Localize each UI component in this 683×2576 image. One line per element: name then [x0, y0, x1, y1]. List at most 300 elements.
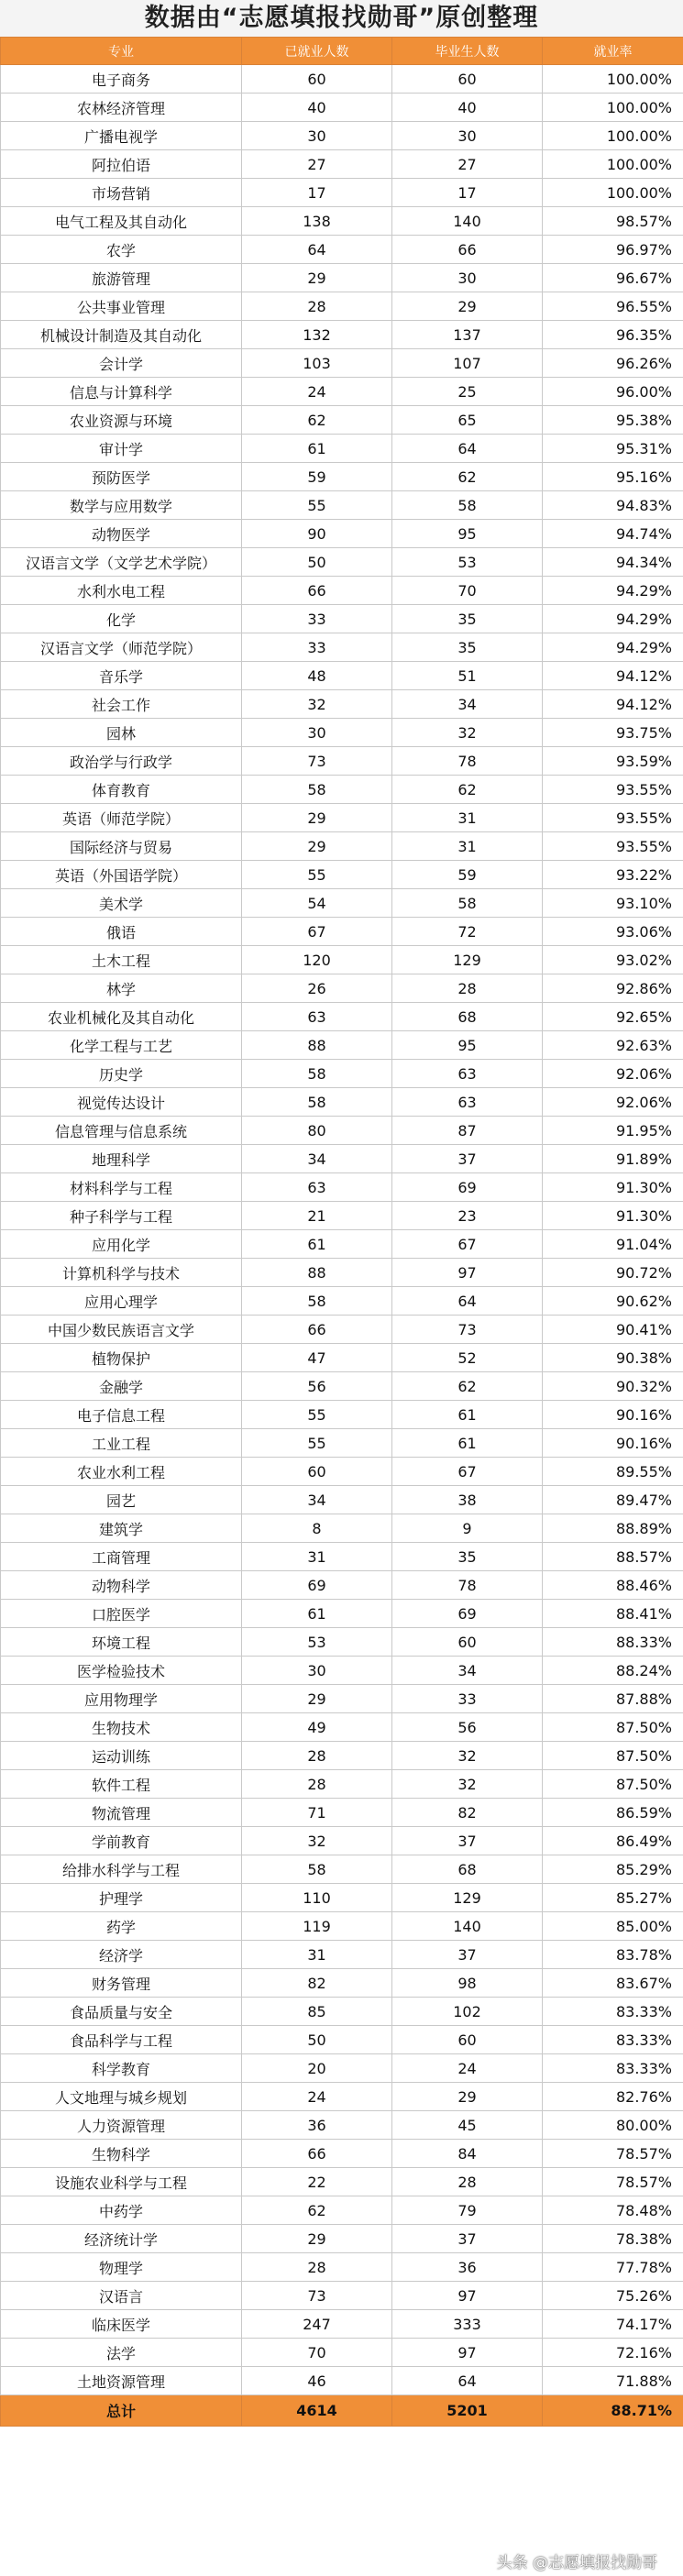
- cell-employed: 80: [242, 1117, 392, 1145]
- cell-rate: 88.33%: [543, 1628, 683, 1657]
- cell-employed: 33: [242, 605, 392, 633]
- cell-major: 应用物理学: [1, 1685, 242, 1713]
- cell-employed: 26: [242, 974, 392, 1003]
- cell-graduates: 58: [392, 889, 543, 918]
- table-row: [1, 1060, 683, 1088]
- cell-major: 美术学: [1, 889, 242, 918]
- cell-graduates: 64: [392, 1287, 543, 1316]
- cell-graduates: 66: [392, 236, 543, 264]
- table-row: [1, 1969, 683, 1998]
- cell-employed: 47: [242, 1344, 392, 1372]
- cell-employed: 62: [242, 2196, 392, 2225]
- table-row: [1, 2140, 683, 2168]
- cell-employed: 61: [242, 435, 392, 463]
- cell-major: 经济统计学: [1, 2225, 242, 2253]
- total-employed: 4614: [242, 2395, 392, 2427]
- cell-rate: 90.38%: [543, 1344, 683, 1372]
- cell-rate: 89.55%: [543, 1458, 683, 1486]
- cell-employed: 66: [242, 2140, 392, 2168]
- cell-major: 英语（师范学院）: [1, 804, 242, 832]
- cell-employed: 119: [242, 1912, 392, 1941]
- cell-major: 临床医学: [1, 2310, 242, 2339]
- cell-major: 医学检验技术: [1, 1657, 242, 1685]
- cell-graduates: 97: [392, 2282, 543, 2310]
- cell-graduates: 72: [392, 918, 543, 946]
- table-row: [1, 946, 683, 974]
- cell-graduates: 25: [392, 378, 543, 406]
- watermark: 头条 @志愿填报找勋哥: [496, 2554, 657, 2572]
- cell-rate: 88.57%: [543, 1543, 683, 1571]
- table-row: [1, 1259, 683, 1287]
- cell-rate: 93.55%: [543, 832, 683, 861]
- cell-major: 园艺: [1, 1486, 242, 1514]
- cell-graduates: 62: [392, 776, 543, 804]
- cell-graduates: 37: [392, 2225, 543, 2253]
- cell-graduates: 34: [392, 1657, 543, 1685]
- cell-employed: 48: [242, 662, 392, 690]
- cell-employed: 67: [242, 918, 392, 946]
- cell-employed: 55: [242, 861, 392, 889]
- cell-rate: 94.29%: [543, 577, 683, 605]
- table-row: [1, 491, 683, 520]
- table-row: [1, 747, 683, 776]
- cell-major: 软件工程: [1, 1770, 242, 1799]
- cell-major: 生物科学: [1, 2140, 242, 2168]
- table-row: [1, 292, 683, 321]
- cell-rate: 83.33%: [543, 2026, 683, 2054]
- table-row: [1, 1145, 683, 1173]
- cell-major: 汉语言文学（师范学院）: [1, 633, 242, 662]
- table-row: [1, 65, 683, 94]
- table-row: [1, 1088, 683, 1117]
- cell-major: 建筑学: [1, 1514, 242, 1543]
- cell-major: 经济学: [1, 1941, 242, 1969]
- cell-rate: 93.02%: [543, 946, 683, 974]
- cell-rate: 94.74%: [543, 520, 683, 548]
- cell-major: 农业机械化及其自动化: [1, 1003, 242, 1031]
- cell-graduates: 69: [392, 1173, 543, 1202]
- cell-major: 音乐学: [1, 662, 242, 690]
- cell-rate: 100.00%: [543, 122, 683, 150]
- cell-employed: 55: [242, 491, 392, 520]
- cell-employed: 29: [242, 264, 392, 292]
- cell-major: 英语（外国语学院）: [1, 861, 242, 889]
- cell-employed: 132: [242, 321, 392, 349]
- table-row: [1, 1628, 683, 1657]
- table-row: [1, 776, 683, 804]
- cell-employed: 71: [242, 1799, 392, 1827]
- cell-graduates: 45: [392, 2111, 543, 2140]
- cell-major: 动物医学: [1, 520, 242, 548]
- cell-major: 农林经济管理: [1, 94, 242, 122]
- cell-employed: 46: [242, 2367, 392, 2395]
- cell-rate: 95.31%: [543, 435, 683, 463]
- cell-major: 人力资源管理: [1, 2111, 242, 2140]
- table-row: [1, 435, 683, 463]
- cell-rate: 90.16%: [543, 1401, 683, 1429]
- cell-major: 俄语: [1, 918, 242, 946]
- cell-rate: 95.38%: [543, 406, 683, 435]
- cell-graduates: 97: [392, 1259, 543, 1287]
- cell-rate: 88.46%: [543, 1571, 683, 1600]
- cell-major: 食品质量与安全: [1, 1998, 242, 2026]
- cell-major: 林学: [1, 974, 242, 1003]
- cell-employed: 58: [242, 1088, 392, 1117]
- cell-graduates: 87: [392, 1117, 543, 1145]
- table-footer: [1, 2395, 683, 2427]
- cell-employed: 60: [242, 65, 392, 94]
- cell-rate: 85.29%: [543, 1855, 683, 1884]
- cell-graduates: 17: [392, 179, 543, 207]
- cell-employed: 59: [242, 463, 392, 491]
- cell-graduates: 68: [392, 1003, 543, 1031]
- cell-graduates: 34: [392, 690, 543, 719]
- cell-employed: 66: [242, 1316, 392, 1344]
- cell-graduates: 31: [392, 804, 543, 832]
- cell-major: 审计学: [1, 435, 242, 463]
- cell-employed: 120: [242, 946, 392, 974]
- cell-employed: 82: [242, 1969, 392, 1998]
- cell-employed: 31: [242, 1941, 392, 1969]
- cell-graduates: 9: [392, 1514, 543, 1543]
- cell-employed: 8: [242, 1514, 392, 1543]
- cell-major: 视觉传达设计: [1, 1088, 242, 1117]
- table-row: [1, 2168, 683, 2196]
- cell-employed: 138: [242, 207, 392, 236]
- total-rate: 88.71%: [543, 2395, 683, 2427]
- table-row: [1, 1912, 683, 1941]
- cell-rate: 93.06%: [543, 918, 683, 946]
- cell-major: 电子商务: [1, 65, 242, 94]
- cell-rate: 93.55%: [543, 776, 683, 804]
- cell-rate: 100.00%: [543, 150, 683, 179]
- cell-rate: 86.49%: [543, 1827, 683, 1855]
- cell-employed: 29: [242, 2225, 392, 2253]
- cell-rate: 96.55%: [543, 292, 683, 321]
- employment-table: [0, 37, 683, 2427]
- cell-graduates: 31: [392, 832, 543, 861]
- cell-graduates: 60: [392, 1628, 543, 1657]
- cell-rate: 78.57%: [543, 2168, 683, 2196]
- cell-employed: 90: [242, 520, 392, 548]
- cell-employed: 40: [242, 94, 392, 122]
- cell-employed: 30: [242, 1657, 392, 1685]
- cell-employed: 64: [242, 236, 392, 264]
- cell-rate: 90.62%: [543, 1287, 683, 1316]
- table-row: [1, 2310, 683, 2339]
- cell-rate: 90.32%: [543, 1372, 683, 1401]
- cell-rate: 93.59%: [543, 747, 683, 776]
- cell-major: 农学: [1, 236, 242, 264]
- cell-employed: 69: [242, 1571, 392, 1600]
- cell-rate: 96.67%: [543, 264, 683, 292]
- cell-employed: 29: [242, 1685, 392, 1713]
- cell-rate: 94.12%: [543, 662, 683, 690]
- cell-employed: 50: [242, 548, 392, 577]
- cell-employed: 73: [242, 2282, 392, 2310]
- cell-graduates: 95: [392, 520, 543, 548]
- cell-graduates: 37: [392, 1941, 543, 1969]
- cell-graduates: 70: [392, 577, 543, 605]
- cell-graduates: 40: [392, 94, 543, 122]
- table-row: [1, 1031, 683, 1060]
- cell-graduates: 102: [392, 1998, 543, 2026]
- total-row: [1, 2395, 683, 2427]
- header-rate: 就业率: [543, 38, 683, 65]
- table-row: [1, 690, 683, 719]
- cell-graduates: 333: [392, 2310, 543, 2339]
- cell-graduates: 24: [392, 2054, 543, 2083]
- cell-graduates: 97: [392, 2339, 543, 2367]
- cell-major: 环境工程: [1, 1628, 242, 1657]
- cell-graduates: 30: [392, 122, 543, 150]
- cell-graduates: 60: [392, 2026, 543, 2054]
- cell-employed: 34: [242, 1145, 392, 1173]
- cell-graduates: 78: [392, 1571, 543, 1600]
- cell-graduates: 82: [392, 1799, 543, 1827]
- cell-graduates: 98: [392, 1969, 543, 1998]
- cell-graduates: 129: [392, 946, 543, 974]
- table-row: [1, 1486, 683, 1514]
- cell-graduates: 37: [392, 1145, 543, 1173]
- table-row: [1, 804, 683, 832]
- table-row: [1, 861, 683, 889]
- table-row: [1, 2026, 683, 2054]
- table-row: [1, 150, 683, 179]
- header-row: [1, 38, 683, 65]
- cell-rate: 72.16%: [543, 2339, 683, 2367]
- cell-major: 汉语言: [1, 2282, 242, 2310]
- cell-major: 社会工作: [1, 690, 242, 719]
- cell-rate: 85.00%: [543, 1912, 683, 1941]
- cell-graduates: 51: [392, 662, 543, 690]
- table-row: [1, 406, 683, 435]
- cell-rate: 96.00%: [543, 378, 683, 406]
- cell-employed: 61: [242, 1230, 392, 1259]
- cell-graduates: 23: [392, 1202, 543, 1230]
- table-row: [1, 321, 683, 349]
- cell-employed: 55: [242, 1401, 392, 1429]
- table-row: [1, 1742, 683, 1770]
- cell-graduates: 137: [392, 321, 543, 349]
- cell-rate: 87.50%: [543, 1713, 683, 1742]
- cell-rate: 93.10%: [543, 889, 683, 918]
- cell-employed: 66: [242, 577, 392, 605]
- cell-major: 药学: [1, 1912, 242, 1941]
- total-label: 总计: [1, 2395, 242, 2427]
- cell-employed: 50: [242, 2026, 392, 2054]
- cell-graduates: 35: [392, 1543, 543, 1571]
- cell-major: 广播电视学: [1, 122, 242, 150]
- cell-major: 会计学: [1, 349, 242, 378]
- cell-graduates: 32: [392, 719, 543, 747]
- total-graduates: 5201: [392, 2395, 543, 2427]
- cell-major: 预防医学: [1, 463, 242, 491]
- table-row: [1, 1344, 683, 1372]
- cell-rate: 71.88%: [543, 2367, 683, 2395]
- cell-major: 化学: [1, 605, 242, 633]
- cell-graduates: 68: [392, 1855, 543, 1884]
- cell-graduates: 129: [392, 1884, 543, 1912]
- cell-rate: 77.78%: [543, 2253, 683, 2282]
- cell-employed: 247: [242, 2310, 392, 2339]
- cell-major: 机械设计制造及其自动化: [1, 321, 242, 349]
- cell-rate: 83.33%: [543, 1998, 683, 2026]
- cell-graduates: 140: [392, 207, 543, 236]
- table-row: [1, 2083, 683, 2111]
- table-row: [1, 719, 683, 747]
- cell-employed: 56: [242, 1372, 392, 1401]
- cell-employed: 21: [242, 1202, 392, 1230]
- cell-graduates: 64: [392, 2367, 543, 2395]
- cell-major: 人文地理与城乡规划: [1, 2083, 242, 2111]
- table-row: [1, 974, 683, 1003]
- cell-graduates: 79: [392, 2196, 543, 2225]
- cell-graduates: 65: [392, 406, 543, 435]
- cell-employed: 29: [242, 832, 392, 861]
- cell-rate: 96.97%: [543, 236, 683, 264]
- cell-rate: 91.30%: [543, 1173, 683, 1202]
- cell-rate: 92.65%: [543, 1003, 683, 1031]
- cell-rate: 87.88%: [543, 1685, 683, 1713]
- cell-graduates: 28: [392, 2168, 543, 2196]
- cell-major: 地理科学: [1, 1145, 242, 1173]
- cell-major: 工业工程: [1, 1429, 242, 1458]
- cell-major: 动物科学: [1, 1571, 242, 1600]
- table-row: [1, 1173, 683, 1202]
- cell-employed: 36: [242, 2111, 392, 2140]
- table-row: [1, 2282, 683, 2310]
- cell-employed: 62: [242, 406, 392, 435]
- cell-major: 计算机科学与技术: [1, 1259, 242, 1287]
- cell-rate: 100.00%: [543, 65, 683, 94]
- cell-major: 土木工程: [1, 946, 242, 974]
- table-row: [1, 349, 683, 378]
- cell-graduates: 63: [392, 1060, 543, 1088]
- cell-major: 中国少数民族语言文学: [1, 1316, 242, 1344]
- cell-major: 护理学: [1, 1884, 242, 1912]
- table-header: [1, 38, 683, 65]
- cell-rate: 83.33%: [543, 2054, 683, 2083]
- cell-rate: 92.06%: [543, 1088, 683, 1117]
- table-row: [1, 2196, 683, 2225]
- cell-major: 土地资源管理: [1, 2367, 242, 2395]
- cell-employed: 60: [242, 1458, 392, 1486]
- cell-employed: 110: [242, 1884, 392, 1912]
- cell-employed: 61: [242, 1600, 392, 1628]
- cell-rate: 98.57%: [543, 207, 683, 236]
- cell-major: 工商管理: [1, 1543, 242, 1571]
- table-row: [1, 2339, 683, 2367]
- cell-graduates: 95: [392, 1031, 543, 1060]
- table-row: [1, 2054, 683, 2083]
- cell-major: 种子科学与工程: [1, 1202, 242, 1230]
- cell-graduates: 64: [392, 435, 543, 463]
- cell-major: 运动训练: [1, 1742, 242, 1770]
- cell-graduates: 78: [392, 747, 543, 776]
- table-row: [1, 378, 683, 406]
- cell-rate: 92.06%: [543, 1060, 683, 1088]
- table-row: [1, 1230, 683, 1259]
- cell-rate: 89.47%: [543, 1486, 683, 1514]
- table-row: [1, 1713, 683, 1742]
- cell-graduates: 60: [392, 65, 543, 94]
- cell-graduates: 140: [392, 1912, 543, 1941]
- cell-graduates: 32: [392, 1742, 543, 1770]
- table-row: [1, 2367, 683, 2395]
- table-row: [1, 1827, 683, 1855]
- cell-graduates: 56: [392, 1713, 543, 1742]
- cell-rate: 95.16%: [543, 463, 683, 491]
- cell-rate: 80.00%: [543, 2111, 683, 2140]
- cell-graduates: 61: [392, 1429, 543, 1458]
- table-row: [1, 94, 683, 122]
- cell-employed: 28: [242, 2253, 392, 2282]
- table-row: [1, 1458, 683, 1486]
- cell-rate: 88.89%: [543, 1514, 683, 1543]
- cell-rate: 92.86%: [543, 974, 683, 1003]
- table-row: [1, 1770, 683, 1799]
- cell-graduates: 28: [392, 974, 543, 1003]
- cell-graduates: 33: [392, 1685, 543, 1713]
- cell-rate: 91.04%: [543, 1230, 683, 1259]
- cell-graduates: 73: [392, 1316, 543, 1344]
- cell-graduates: 107: [392, 349, 543, 378]
- cell-graduates: 32: [392, 1770, 543, 1799]
- cell-graduates: 27: [392, 150, 543, 179]
- cell-major: 信息管理与信息系统: [1, 1117, 242, 1145]
- cell-employed: 27: [242, 150, 392, 179]
- table-row: [1, 207, 683, 236]
- cell-employed: 22: [242, 2168, 392, 2196]
- cell-employed: 58: [242, 1060, 392, 1088]
- cell-employed: 24: [242, 378, 392, 406]
- table-row: [1, 1202, 683, 1230]
- cell-employed: 58: [242, 1855, 392, 1884]
- table-row: [1, 2253, 683, 2282]
- cell-rate: 96.26%: [543, 349, 683, 378]
- cell-rate: 94.83%: [543, 491, 683, 520]
- table-row: [1, 179, 683, 207]
- cell-employed: 63: [242, 1173, 392, 1202]
- cell-rate: 100.00%: [543, 179, 683, 207]
- cell-rate: 90.72%: [543, 1259, 683, 1287]
- cell-major: 学前教育: [1, 1827, 242, 1855]
- table-row: [1, 2225, 683, 2253]
- table-row: [1, 1855, 683, 1884]
- cell-graduates: 63: [392, 1088, 543, 1117]
- cell-graduates: 67: [392, 1230, 543, 1259]
- cell-rate: 78.38%: [543, 2225, 683, 2253]
- cell-employed: 28: [242, 292, 392, 321]
- cell-major: 电气工程及其自动化: [1, 207, 242, 236]
- table-row: [1, 1543, 683, 1571]
- cell-rate: 88.41%: [543, 1600, 683, 1628]
- table-row: [1, 889, 683, 918]
- cell-employed: 88: [242, 1259, 392, 1287]
- cell-employed: 32: [242, 690, 392, 719]
- cell-rate: 83.78%: [543, 1941, 683, 1969]
- cell-rate: 90.41%: [543, 1316, 683, 1344]
- header-major: 专业: [1, 38, 242, 65]
- cell-rate: 100.00%: [543, 94, 683, 122]
- cell-employed: 30: [242, 719, 392, 747]
- table-row: [1, 832, 683, 861]
- cell-major: 物流管理: [1, 1799, 242, 1827]
- cell-major: 历史学: [1, 1060, 242, 1088]
- table-row: [1, 2111, 683, 2140]
- cell-graduates: 69: [392, 1600, 543, 1628]
